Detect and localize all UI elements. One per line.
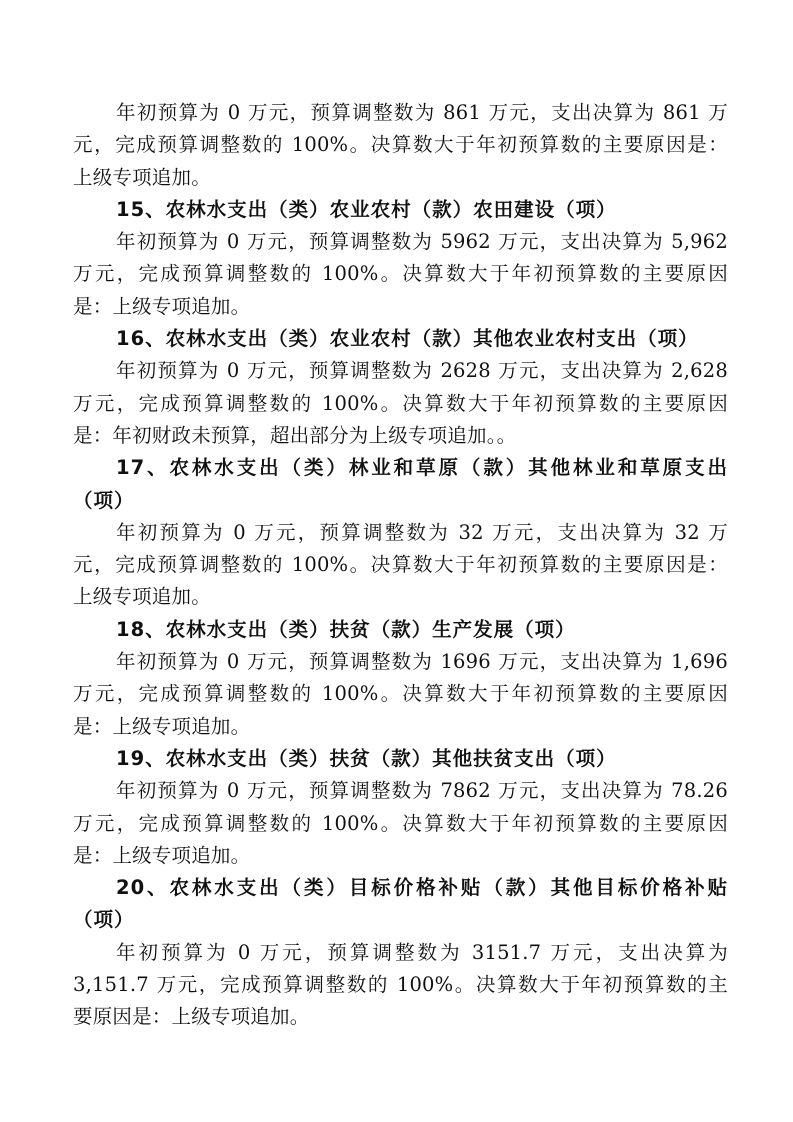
section-heading-20-cont: （项） (73, 908, 135, 932)
section-heading-19: 19、农林水支出（类）扶贫（款）其他扶贫支出（项） (116, 746, 617, 770)
section-heading-20: 20、农林水支出（类）目标价格补贴（款）其他目标价格补贴 (116, 876, 728, 900)
section-heading-17: 17、农林水支出（类）林业和草原（款）其他林业和草原支出 (116, 456, 728, 480)
section-heading-16: 16、农林水支出（类）农业农村（款）其他农业农村支出（项） (116, 327, 699, 351)
paragraph-line: 年初预算为 0 万元，预算调整数为 7862 万元，支出决算为 78.26 (116, 779, 728, 803)
paragraph-line: 3,151.7 万元，完成预算调整数的 100%。决算数大于年初预算数的主 (73, 973, 728, 997)
section-heading-17-cont: （项） (73, 488, 135, 512)
paragraph-line: 万元，完成预算调整数的 100%。决算数大于年初预算数的主要原因 (73, 811, 728, 835)
paragraph-line: 年初预算为 0 万元，预算调整数为 3151.7 万元，支出决算为 (116, 940, 728, 964)
paragraph-line: 元，完成预算调整数的 100%。决算数大于年初预算数的主要原因是： (73, 133, 728, 157)
section-heading-18: 18、农林水支出（类）扶贫（款）生产发展（项） (116, 617, 576, 641)
paragraph-line: 是：上级专项追加。 (73, 714, 251, 738)
paragraph-line: 要原因是：上级专项追加。 (73, 1005, 310, 1029)
document-body (73, 97, 728, 1034)
paragraph-line: 万元，完成预算调整数的 100%。决算数大于年初预算数的主要原因 (73, 682, 728, 706)
paragraph-line: 元，完成预算调整数的 100%。决算数大于年初预算数的主要原因是： (73, 553, 728, 577)
paragraph-line: 上级专项追加。 (73, 585, 211, 609)
paragraph-line: 是：年初财政未预算，超出部分为上级专项追加。。 (73, 423, 517, 447)
paragraph-line: 万元，完成预算调整数的 100%。决算数大于年初预算数的主要原因 (73, 262, 728, 286)
paragraph-line: 年初预算为 0 万元，预算调整数为 5962 万元，支出决算为 5,962 (116, 230, 728, 254)
paragraph-line: 年初预算为 0 万元，预算调整数为 1696 万元，支出决算为 1,696 (116, 650, 728, 674)
paragraph-line: 万元，完成预算调整数的 100%。决算数大于年初预算数的主要原因 (73, 391, 728, 415)
section-heading-15: 15、农林水支出（类）农业农村（款）农田建设（项） (116, 197, 617, 221)
paragraph-line: 上级专项追加。 (73, 165, 211, 189)
paragraph-line: 是：上级专项追加。 (73, 294, 251, 318)
paragraph-line: 是：上级专项追加。 (73, 843, 251, 867)
paragraph-line: 年初预算为 0 万元，预算调整数为 861 万元，支出决算为 861 万 (116, 101, 728, 124)
paragraph-line: 年初预算为 0 万元，预算调整数为 32 万元，支出决算为 32 万 (116, 520, 728, 544)
paragraph-line: 年初预算为 0 万元，预算调整数为 2628 万元，支出决算为 2,628 (116, 359, 728, 383)
